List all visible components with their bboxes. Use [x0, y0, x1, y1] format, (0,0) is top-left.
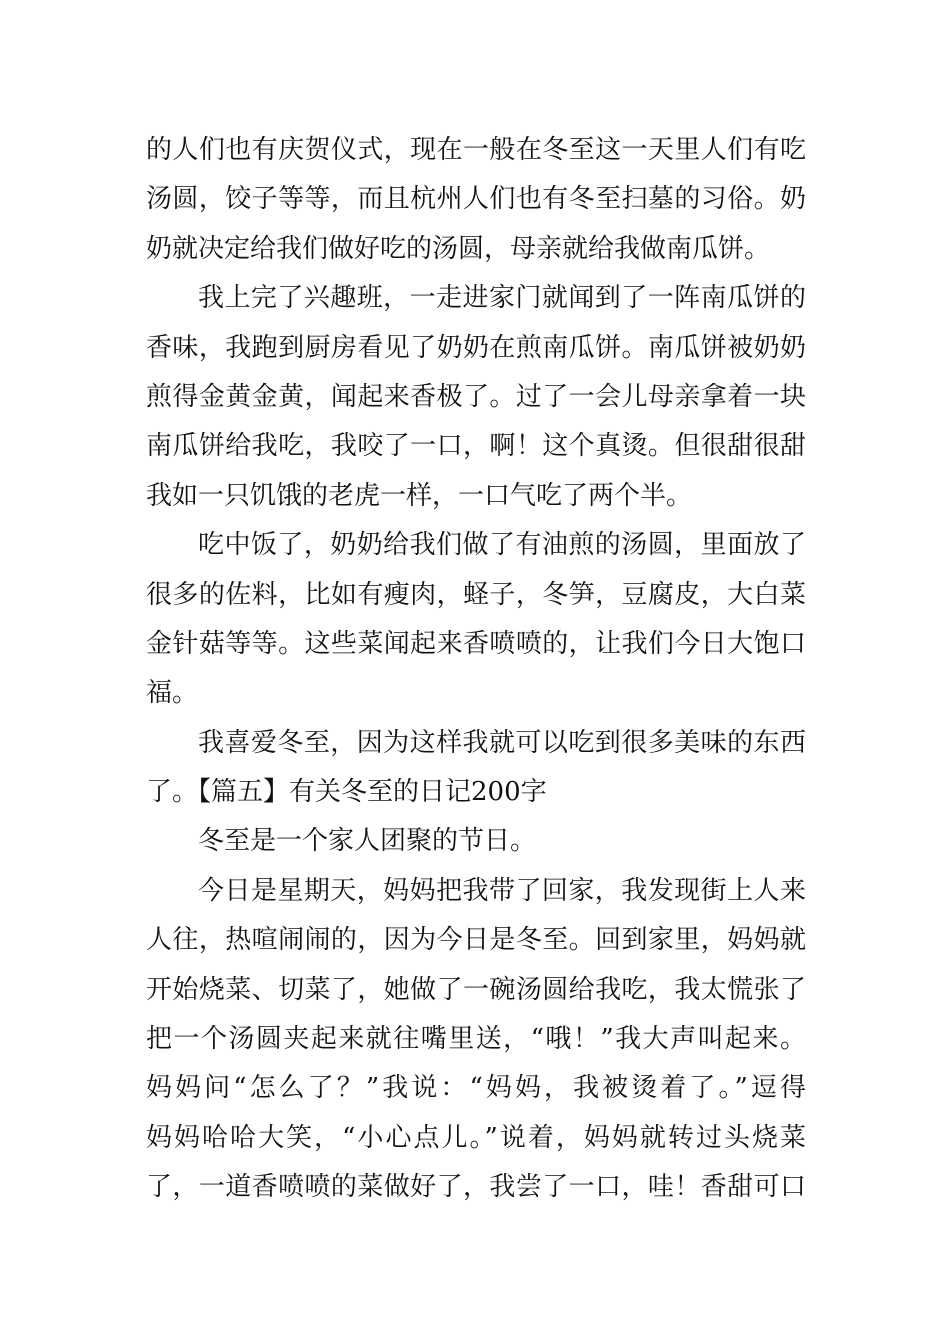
paragraph-start-line: 我上完了兴趣班，一走进家门就闻到了一阵南瓜饼的 [198, 283, 806, 314]
section-heading-line: 了。【篇五】有关冬至的日记200字 [146, 777, 547, 808]
text-line: 汤圆，饺子等等，而且杭州人们也有冬至扫墓的习俗。奶 [146, 184, 806, 215]
text-line: 把一个汤圆夹起来就往嘴里送，“哦！”我大声叫起来。 [146, 1024, 806, 1055]
text-line: 南瓜饼给我吃，我咬了一口，啊！这个真烫。但很甜很甜 [146, 431, 806, 462]
text-line: 妈妈哈哈大笑，“小心点儿。”说着，妈妈就转过头烧菜 [146, 1122, 806, 1153]
document-body [146, 126, 806, 1213]
text-line: 人往，热喧闹闹的，因为今日是冬至。回到家里，妈妈就 [146, 925, 806, 956]
text-line: 妈妈问“怎么了？”我说：“妈妈，我被烫着了。”逗得 [146, 1073, 806, 1104]
text-line: 煎得金黄金黄，闻起来香极了。过了一会儿母亲拿着一块 [146, 381, 806, 412]
paragraph-start-line: 我喜爱冬至，因为这样我就可以吃到很多美味的东西 [198, 727, 806, 758]
text-line: 奶就决定给我们做好吃的汤圆，母亲就给我做南瓜饼。 [146, 233, 771, 264]
paragraph-start-line: 吃中饭了，奶奶给我们做了有油煎的汤圆，里面放了 [198, 530, 806, 561]
paragraph-start-line: 今日是星期天，妈妈把我带了回家，我发现街上人来 [198, 875, 806, 906]
text-line: 开始烧菜、切菜了，她做了一碗汤圆给我吃，我太慌张了 [146, 974, 806, 1005]
text-line: 金针菇等等。这些菜闻起来香喷喷的，让我们今日大饱口 [146, 628, 806, 659]
text-line: 我如一只饥饿的老虎一样，一口气吃了两个半。 [146, 480, 693, 511]
paragraph-start-line: 冬至是一个家人团聚的节日。 [198, 826, 537, 857]
text-line: 很多的佐料，比如有瘦肉，蛏子，冬笋，豆腐皮，大白菜 [146, 579, 806, 610]
text-line: 福。 [146, 678, 199, 709]
text-line: 了，一道香喷喷的菜做好了，我尝了一口，哇！香甜可口 [146, 1172, 806, 1203]
text-line: 香味，我跑到厨房看见了奶奶在煎南瓜饼。南瓜饼被奶奶 [146, 332, 806, 363]
text-line: 的人们也有庆贺仪式，现在一般在冬至这一天里人们有吃 [146, 135, 806, 165]
